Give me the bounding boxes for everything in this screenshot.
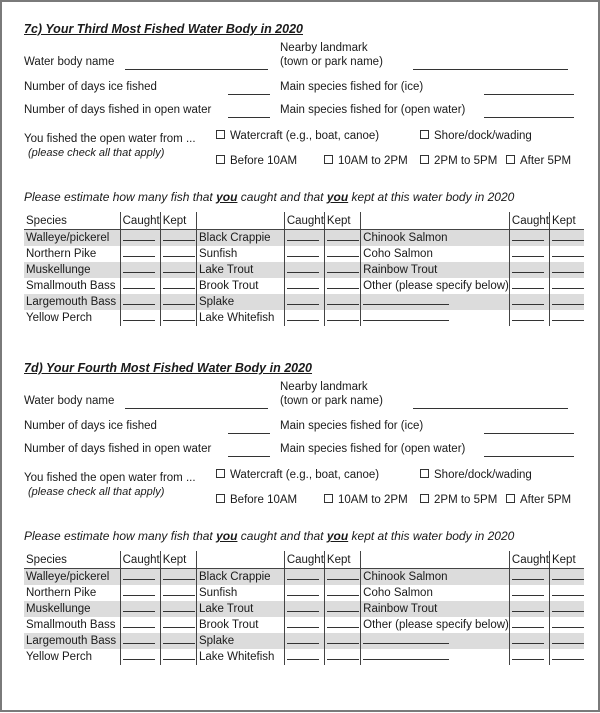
caught-count-field[interactable] [512, 633, 544, 644]
ice-days-field[interactable] [228, 94, 270, 95]
kept-count-field[interactable] [327, 617, 359, 628]
estimate-you-1: you [216, 190, 238, 204]
caught-cell [509, 262, 549, 278]
kept-count-field[interactable] [163, 649, 195, 660]
option-10am-2pm[interactable] [324, 155, 408, 167]
caught-count-field[interactable] [512, 310, 544, 321]
open-days-label: Number of days fished in open water [24, 104, 212, 116]
kept-count-field[interactable] [163, 310, 195, 321]
caught-cell [120, 569, 160, 586]
species-ice-field[interactable] [484, 94, 574, 95]
option-shore-label: Shore/dock/wading [434, 469, 532, 481]
kept-count-field[interactable] [163, 569, 195, 580]
table-row [24, 294, 584, 310]
kept-count-field[interactable] [552, 585, 584, 596]
option-before-10am[interactable] [216, 155, 297, 167]
caught-cell [509, 230, 549, 247]
estimate-you-1: you [216, 529, 238, 543]
kept-cell [160, 617, 196, 633]
checkbox-icon[interactable] [506, 155, 515, 164]
caught-cell [120, 601, 160, 617]
species-name [361, 310, 510, 326]
kept-cell [160, 278, 196, 294]
species-name: Splake [196, 294, 284, 310]
table-row [24, 278, 584, 294]
kept-count-field[interactable] [552, 230, 584, 241]
kept-cell [324, 649, 360, 665]
species-open-field[interactable] [484, 117, 574, 118]
checkbox-icon[interactable] [420, 155, 429, 164]
caught-count-field[interactable] [287, 262, 319, 273]
caught-count-field[interactable] [287, 633, 319, 644]
kept-cell [324, 262, 360, 278]
kept-cell [324, 617, 360, 633]
caught-count-field[interactable] [512, 230, 544, 241]
landmark-sublabel: (town or park name) [280, 56, 383, 68]
estimate-you-2: you [326, 190, 349, 204]
kept-count-field[interactable] [327, 569, 359, 580]
species-name: Brook Trout [196, 617, 284, 633]
kept-count-field[interactable] [327, 246, 359, 257]
kept-cell [324, 230, 360, 247]
caught-count-field[interactable] [512, 649, 544, 660]
species-name: Chinook Salmon [361, 569, 510, 586]
species-name: Black Crappie [196, 230, 284, 247]
species-name: Chinook Salmon [361, 230, 510, 247]
kept-count-field[interactable] [552, 649, 584, 660]
caught-count-field[interactable] [123, 294, 155, 305]
kept-count-field[interactable] [552, 246, 584, 257]
checkbox-icon[interactable] [216, 469, 225, 478]
other-species-field[interactable] [363, 310, 449, 321]
caught-cell [120, 633, 160, 649]
species-name: Yellow Perch [26, 312, 93, 324]
caught-count-field[interactable] [123, 230, 155, 241]
col-header-kept: Kept [160, 551, 196, 569]
caught-cell [509, 310, 549, 326]
caught-cell [284, 585, 324, 601]
kept-cell [324, 278, 360, 294]
caught-count-field[interactable] [512, 278, 544, 289]
option-after-5pm-label: After 5PM [520, 155, 572, 167]
col-header-species [196, 212, 284, 230]
species-name: Lake Whitefish [196, 310, 284, 326]
estimate-text-1: Please estimate how many fish that [24, 190, 217, 204]
caught-count-field[interactable] [123, 569, 155, 580]
kept-cell [549, 601, 584, 617]
kept-count-field[interactable] [163, 278, 195, 289]
species-name: Smallmouth Bass [26, 280, 116, 292]
caught-count-field[interactable] [512, 617, 544, 628]
kept-cell [549, 310, 584, 326]
landmark-label: Nearby landmark [280, 381, 368, 393]
table-row [24, 569, 584, 586]
caught-cell [509, 633, 549, 649]
estimate-text-2: caught and that [237, 190, 327, 204]
kept-cell [324, 633, 360, 649]
option-2pm-5pm-label: 2PM to 5PM [434, 155, 498, 167]
table-row [24, 633, 584, 649]
species-open-label: Main species fished for (open water) [280, 443, 466, 455]
caught-cell [284, 278, 324, 294]
species-name: Lake Trout [196, 262, 284, 278]
option-10am-2pm[interactable] [324, 494, 408, 506]
landmark-sublabel: (town or park name) [280, 395, 383, 407]
open-days-field[interactable] [228, 117, 270, 118]
option-after-5pm-label: After 5PM [520, 494, 572, 506]
kept-count-field[interactable] [163, 230, 195, 241]
species-name: Largemouth Bass [24, 633, 120, 649]
kept-cell [549, 649, 584, 665]
col-header-caught: Caught [284, 212, 324, 230]
kept-cell [324, 585, 360, 601]
ice-days-label: Number of days ice fished [24, 81, 157, 93]
checkbox-icon[interactable] [420, 130, 429, 139]
caught-count-field[interactable] [287, 649, 319, 660]
caught-cell [120, 230, 160, 247]
species-name: Yellow Perch [26, 651, 93, 663]
option-watercraft[interactable] [216, 130, 379, 142]
species-name: Muskellunge [24, 601, 120, 617]
caught-count-field[interactable] [123, 633, 155, 644]
table-row [24, 246, 584, 262]
estimate-text-1: Please estimate how many fish that [24, 529, 217, 543]
caught-count-field[interactable] [512, 294, 544, 305]
other-species-field[interactable] [363, 649, 449, 660]
species-ice-label: Main species fished for (ice) [280, 420, 424, 432]
kept-cell [160, 294, 196, 310]
fished-from-label: You fished the open water from ... [24, 472, 196, 484]
checkbox-icon[interactable] [506, 494, 515, 503]
kept-cell [549, 246, 584, 262]
kept-cell [549, 294, 584, 310]
kept-count-field[interactable] [163, 262, 195, 273]
option-10am-2pm-label: 10AM to 2PM [338, 494, 408, 506]
kept-cell [549, 262, 584, 278]
species-ice-field[interactable] [484, 433, 574, 434]
option-before-10am-label: Before 10AM [230, 155, 298, 167]
caught-count-field[interactable] [287, 278, 319, 289]
table-row [24, 617, 584, 633]
checkbox-icon[interactable] [324, 155, 333, 164]
caught-count-field[interactable] [287, 310, 319, 321]
caught-cell [120, 246, 160, 262]
kept-count-field[interactable] [327, 601, 359, 612]
table-header-row [24, 212, 584, 230]
landmark-field[interactable] [413, 408, 568, 409]
water-body-label: Water body name [24, 56, 115, 68]
open-days-label: Number of days fished in open water [24, 443, 212, 455]
species-name: Northern Pike [26, 248, 97, 260]
caught-cell [120, 310, 160, 326]
species-name: Other (please specify below) [361, 617, 510, 633]
species-name: Northern Pike [26, 587, 97, 599]
caught-count-field[interactable] [123, 601, 155, 612]
option-after-5pm[interactable] [506, 494, 571, 506]
fished-from-label: You fished the open water from ... [24, 133, 196, 145]
kept-count-field[interactable] [327, 633, 359, 644]
species-name: Coho Salmon [361, 585, 510, 601]
option-10am-2pm-label: 10AM to 2PM [338, 155, 408, 167]
option-shore[interactable] [420, 130, 532, 142]
kept-cell [549, 617, 584, 633]
col-header-kept: Kept [324, 212, 360, 230]
kept-cell [324, 601, 360, 617]
kept-count-field[interactable] [552, 569, 584, 580]
landmark-field[interactable] [413, 69, 568, 70]
caught-count-field[interactable] [287, 617, 319, 628]
table-header-row [24, 551, 584, 569]
ice-days-label: Number of days ice fished [24, 420, 157, 432]
col-header-caught: Caught [284, 551, 324, 569]
caught-cell [509, 294, 549, 310]
caught-count-field[interactable] [512, 569, 544, 580]
col-header-caught: Caught [120, 551, 160, 569]
option-shore[interactable] [420, 469, 532, 481]
caught-cell [509, 585, 549, 601]
species-name: Sunfish [196, 585, 284, 601]
kept-cell [160, 230, 196, 247]
species-name: Coho Salmon [361, 246, 510, 262]
checkbox-icon[interactable] [216, 130, 225, 139]
caught-count-field[interactable] [287, 569, 319, 580]
table-row [24, 310, 584, 326]
option-watercraft-label: Watercraft (e.g., boat, canoe) [230, 130, 380, 142]
caught-cell [284, 294, 324, 310]
estimate-text-3: kept at this water body in 2020 [348, 190, 515, 204]
species-name: Other (please specify below) [361, 278, 510, 294]
species-name: Lake Trout [196, 601, 284, 617]
species-name: Largemouth Bass [24, 294, 120, 310]
other-species-field[interactable] [363, 633, 449, 644]
kept-count-field[interactable] [163, 601, 195, 612]
caught-count-field[interactable] [287, 246, 319, 257]
caught-cell [284, 262, 324, 278]
estimate-text-2: caught and that [237, 529, 327, 543]
col-header-caught: Caught [509, 551, 549, 569]
kept-cell [160, 633, 196, 649]
kept-count-field[interactable] [552, 617, 584, 628]
kept-count-field[interactable] [552, 633, 584, 644]
species-name [361, 649, 510, 665]
section-title: 7c) Your Third Most Fished Water Body in 2020 [24, 22, 303, 36]
kept-count-field[interactable] [327, 649, 359, 660]
caught-cell [120, 262, 160, 278]
caught-count-field[interactable] [512, 262, 544, 273]
kept-cell [160, 246, 196, 262]
kept-count-field[interactable] [327, 294, 359, 305]
option-watercraft-label: Watercraft (e.g., boat, canoe) [230, 469, 380, 481]
species-name: Black Crappie [196, 569, 284, 586]
landmark-label: Nearby landmark [280, 42, 368, 54]
kept-cell [549, 230, 584, 247]
species-name: Smallmouth Bass [26, 619, 116, 631]
kept-cell [549, 278, 584, 294]
option-2pm-5pm-label: 2PM to 5PM [434, 494, 498, 506]
option-after-5pm[interactable] [506, 155, 571, 167]
water-body-field[interactable] [125, 408, 268, 409]
check-all-label: (please check all that apply) [28, 147, 165, 159]
caught-cell [120, 617, 160, 633]
species-name: Sunfish [196, 246, 284, 262]
col-header-caught: Caught [120, 212, 160, 230]
species-name: Muskellunge [24, 262, 120, 278]
caught-count-field[interactable] [512, 601, 544, 612]
kept-cell [160, 601, 196, 617]
col-header-kept: Kept [160, 212, 196, 230]
section-title: 7d) Your Fourth Most Fished Water Body in 2020 [24, 361, 313, 375]
col-header-kept: Kept [549, 212, 584, 230]
species-name: Brook Trout [196, 278, 284, 294]
option-before-10am-label: Before 10AM [230, 494, 298, 506]
option-shore-label: Shore/dock/wading [434, 130, 532, 142]
species-name: Splake [196, 633, 284, 649]
kept-cell [160, 569, 196, 586]
kept-cell [549, 569, 584, 586]
estimate-instruction [24, 190, 514, 204]
caught-count-field[interactable] [123, 246, 155, 257]
caught-count-field[interactable] [512, 246, 544, 257]
caught-cell [120, 649, 160, 665]
species-name: Lake Whitefish [196, 649, 284, 665]
caught-count-field[interactable] [512, 585, 544, 596]
caught-cell [284, 246, 324, 262]
fish-table [24, 551, 584, 665]
check-all-label: (please check all that apply) [28, 486, 165, 498]
checkbox-icon[interactable] [216, 494, 225, 503]
caught-count-field[interactable] [287, 294, 319, 305]
caught-count-field[interactable] [123, 278, 155, 289]
kept-cell [324, 310, 360, 326]
kept-cell [160, 585, 196, 601]
caught-count-field[interactable] [123, 262, 155, 273]
kept-cell [324, 294, 360, 310]
caught-cell [509, 569, 549, 586]
species-name: Walleye/pickerel [24, 569, 120, 586]
caught-cell [120, 294, 160, 310]
kept-count-field[interactable] [552, 601, 584, 612]
kept-count-field[interactable] [327, 262, 359, 273]
checkbox-icon[interactable] [324, 494, 333, 503]
kept-cell [160, 310, 196, 326]
kept-count-field[interactable] [163, 633, 195, 644]
caught-cell [284, 601, 324, 617]
caught-count-field[interactable] [123, 310, 155, 321]
ice-days-field[interactable] [228, 433, 270, 434]
table-row [24, 230, 584, 247]
caught-count-field[interactable] [287, 230, 319, 241]
option-2pm-5pm[interactable] [420, 494, 497, 506]
caught-cell [284, 633, 324, 649]
other-species-field[interactable] [363, 294, 449, 305]
col-header-species: Species [24, 212, 120, 230]
table-row [24, 601, 584, 617]
open-days-field[interactable] [228, 456, 270, 457]
estimate-instruction [24, 529, 514, 543]
kept-count-field[interactable] [552, 294, 584, 305]
caught-cell [284, 649, 324, 665]
checkbox-icon[interactable] [420, 494, 429, 503]
species-name: Rainbow Trout [361, 262, 510, 278]
col-header-species: Species [24, 551, 120, 569]
caught-cell [284, 617, 324, 633]
col-header-species [196, 551, 284, 569]
caught-cell [120, 278, 160, 294]
water-body-field[interactable] [125, 69, 268, 70]
kept-count-field[interactable] [163, 617, 195, 628]
kept-count-field[interactable] [552, 278, 584, 289]
species-name: Walleye/pickerel [24, 230, 120, 247]
caught-cell [284, 569, 324, 586]
caught-cell [509, 278, 549, 294]
col-header-species [361, 551, 510, 569]
caught-cell [509, 649, 549, 665]
caught-cell [120, 585, 160, 601]
species-name [361, 633, 510, 649]
kept-count-field[interactable] [163, 294, 195, 305]
kept-cell [549, 633, 584, 649]
option-before-10am[interactable] [216, 494, 297, 506]
estimate-text-3: kept at this water body in 2020 [348, 529, 515, 543]
kept-cell [160, 262, 196, 278]
col-header-kept: Kept [549, 551, 584, 569]
kept-cell [324, 246, 360, 262]
col-header-kept: Kept [324, 551, 360, 569]
estimate-you-2: you [326, 529, 349, 543]
kept-cell [549, 585, 584, 601]
caught-cell [284, 310, 324, 326]
species-name: Rainbow Trout [361, 601, 510, 617]
caught-count-field[interactable] [287, 585, 319, 596]
kept-cell [160, 649, 196, 665]
caught-cell [509, 601, 549, 617]
fish-table [24, 212, 584, 326]
kept-count-field[interactable] [327, 278, 359, 289]
caught-cell [284, 230, 324, 247]
species-ice-label: Main species fished for (ice) [280, 81, 424, 93]
checkbox-icon[interactable] [216, 155, 225, 164]
table-row [24, 262, 584, 278]
kept-count-field[interactable] [552, 310, 584, 321]
species-name [361, 294, 510, 310]
col-header-species [361, 212, 510, 230]
caught-count-field[interactable] [123, 617, 155, 628]
option-watercraft[interactable] [216, 469, 379, 481]
caught-cell [509, 246, 549, 262]
table-row [24, 649, 584, 665]
caught-count-field[interactable] [123, 585, 155, 596]
caught-count-field[interactable] [123, 649, 155, 660]
kept-count-field[interactable] [163, 585, 195, 596]
table-row [24, 585, 584, 601]
species-open-label: Main species fished for (open water) [280, 104, 466, 116]
checkbox-icon[interactable] [420, 469, 429, 478]
species-open-field[interactable] [484, 456, 574, 457]
kept-count-field[interactable] [327, 310, 359, 321]
kept-count-field[interactable] [327, 230, 359, 241]
option-2pm-5pm[interactable] [420, 155, 497, 167]
col-header-caught: Caught [509, 212, 549, 230]
kept-cell [324, 569, 360, 586]
water-body-label: Water body name [24, 395, 115, 407]
kept-count-field[interactable] [327, 585, 359, 596]
kept-count-field[interactable] [163, 246, 195, 257]
caught-cell [509, 617, 549, 633]
kept-count-field[interactable] [552, 262, 584, 273]
caught-count-field[interactable] [287, 601, 319, 612]
